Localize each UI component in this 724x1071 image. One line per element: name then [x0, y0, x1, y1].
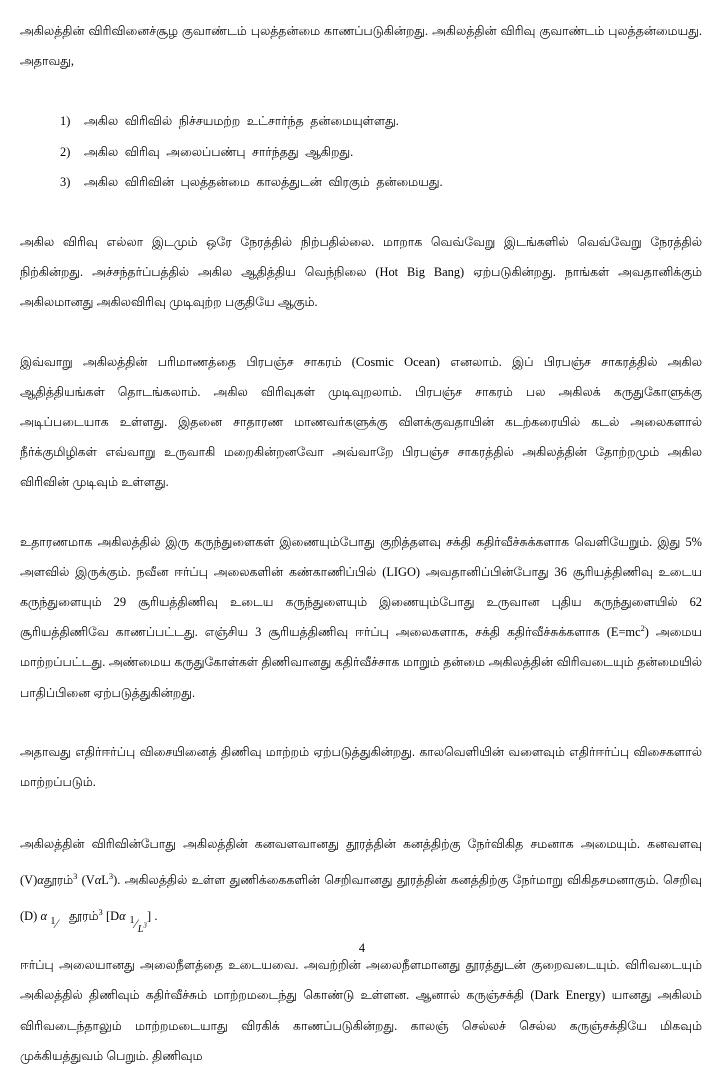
fraction-numerator: 1 — [129, 915, 135, 927]
list-item-label: அகில விரிவின் புலத்தன்மை காலத்துடன் விரகும் தன்மையது. — [84, 174, 443, 189]
list-item-marker: 3) — [60, 174, 71, 189]
fraction-slash: ⁄ — [55, 917, 58, 932]
paragraph-4 — [20, 527, 702, 708]
list-item-label: அகில விரிவு அலைப்பண்பு சார்ந்தது ஆகிறது. — [84, 144, 354, 159]
paragraph-6-text-b: . அகிலத்தில் உள்ள துணிக்கைகளின் செறிவானது தூரத்தின் கனத்திற்கு நேர்மாறு விகிதசமனாகும். செறிவு (D) — [20, 873, 702, 924]
list-item — [60, 167, 702, 197]
spacer — [20, 197, 702, 227]
paragraph-2: அகில விரிவு எல்லா இடமும் ஒரே நேரத்தில் நிற்பதில்லை. மாறாக வெவ்வேறு இடங்களில் வெவ்வேறு நேரத்தில் நிற்கின்றது. அச்சந்தர்ப்பத்தில் அகில ஆதித்திய வெந்நிலை (Hot Big Bang) ஏற்படுகின்றது. நாங்கள் அவதானிக்கும் அகிலமானது அகிலவிரிவு முடிவுற்ற பகுதியே ஆகும். — [20, 235, 702, 310]
density-bracket-fraction — [129, 910, 147, 935]
paragraph-7-text-b: யானது அகிலம் விரிவடைந்தாலும் மாற்றமடையாது விரகிக் காணப்படுகின்றது. காலஞ் செல்லச் செல்ல கருஞ்சக்தியே மிகவும் முக்கியத்துவம் பெறும். திணிவும — [20, 988, 702, 1063]
density-fraction — [50, 910, 69, 932]
list-item-marker: 1) — [60, 114, 71, 129]
dark-energy-term: (Dark Energy) — [530, 988, 606, 1003]
density-bracket-formula: [Dα 1 ⁄ $L^3$ ] . — [106, 909, 158, 923]
list-item-label: அகில விரிவில் நிச்சயமற்ற உட்சார்ந்த தன்மையுள்ளது. — [84, 114, 399, 129]
paragraph-6-text-a: அகிலத்தின் விரிவின்போது அகிலத்தின் கனவளவானது தூரத்தின் கனத்திற்கு நேர்விகித சமனாக அமையும். கனவளவு — [20, 837, 702, 852]
paragraph-4-text-c: அமைய மாற்றப்பட்டது. அண்மைய கருதுகோள்கள் திணிவானது கதிர்வீச்சாக மாறும் தன்மை அகிலத்தின் விரிவடையும் தன்மையில் பாதிப்பினை ஏற்படுத்துகின்றது. — [20, 625, 702, 700]
paragraph-3: இவ்வாறு அகிலத்தின் பரிமாணத்தை பிரபஞ்ச சாகரம் (Cosmic Ocean) எனலாம். இப் பிரபஞ்ச சாகரத்தில் அகில ஆதித்தியங்கள் தொடங்கலாம். அகில விரிவுகள் முடிவுறலாம். பிரபஞ்ச சாகரம் பல அகிலக் கருதுகோளுக்கு அடிப்படையாக உள்ளது. இதனை சாதாரண மாணவர்களுக்கு விளக்குவதாயின் கடற்கரையில் கடல் அலைகளால் நீர்க்குமிழிகள் எவ்வாறு உருவாகி மறைகின்றனவோ அவ்வாறே பிரபஞ்ச சாகரத்தில் அகிலத்தின் தோற்றமும் அகில விரிவின் முடிவும் உள்ளது. — [20, 354, 702, 490]
fraction-slash: ⁄ — [134, 917, 137, 932]
paragraph-5: அதாவது எதிர்ஈர்ப்பு விசையினைத் திணிவு மாற்றம் ஏற்படுத்துகின்றது. காலவெளியின் வளைவும் எதிர்ஈர்ப்பு விசைகளால் மாற்றப்படும். — [20, 744, 702, 790]
paragraph-6 — [20, 826, 702, 934]
paragraph-4-text-a: உதாரணமாக அகிலத்தில் இரு கருந்துளைகள் இணையும்போது குறித்தளவு சக்தி கதிர்வீச்சுக்களாக வெளியேறும். இது — [20, 534, 686, 549]
numbered-list — [20, 106, 702, 197]
spacer — [20, 797, 702, 826]
spacer — [20, 708, 702, 737]
paragraph-1: அகிலத்தின் விரிவினைச்சூழ குவாண்டம் புலத்தன்மை காணப்படுகின்றது. அகிலத்தின் விரிவு குவாண்டம் புலத்தன்மையது. அதாவது, — [20, 24, 702, 69]
spacer — [20, 76, 702, 106]
spacer — [20, 318, 702, 347]
density-formula: α 1 ⁄ தூரம்$^3$ — [41, 909, 103, 923]
paragraph-4-text-b: அளவில் இருக்கும். நவீன ஈர்ப்பு அலைகளின் கண்காணிப்பில் (LIGO) அவதானிப்பின்போது 36 சூரியத்திணிவு உடைய கருந்துளையும் 29 சூரியத்திணிவு உடைய கருந்துளையும் இணையும்போது உருவான புதிய கருந்துளையில் 62 சூரியத்திணிவே காணப்பட்டது. எஞ்சிய 3 சூரியத்திணிவு ஈர்ப்பு அலைகளாக, சக்தி கதிர்வீச்சுக்களாக — [20, 564, 702, 640]
volume-distance-formula: (V)αதூரம்$^3$ (VαL$^3$) — [20, 871, 118, 888]
paragraph-7 — [20, 950, 702, 1071]
mass-energy-formula: $(E=mc^2)$ — [606, 623, 649, 640]
list-item — [60, 106, 702, 136]
percent-value: 5% — [685, 534, 702, 549]
page-number: 4 — [358, 941, 366, 955]
fraction-denominator: $L^3$ — [137, 922, 147, 935]
paragraph-7-text-a: ஈர்ப்பு அலையானது அலைநீளத்தை உடையவை. அவற்றின் அலைநீளமானது தூரத்துடன் குறைவடையும். விரிவடையும் அகிலத்தில் திணிவும் கதிர்வீச்சும் மாற்றமடைந்து கொண்டு உள்ளன. ஆனால் கருஞ்சக்தி — [20, 958, 702, 1003]
list-item-marker: 2) — [60, 144, 71, 159]
document-body — [20, 16, 702, 1071]
spacer — [20, 498, 702, 527]
fraction-numerator: 1 — [50, 915, 56, 927]
list-item — [60, 137, 702, 167]
